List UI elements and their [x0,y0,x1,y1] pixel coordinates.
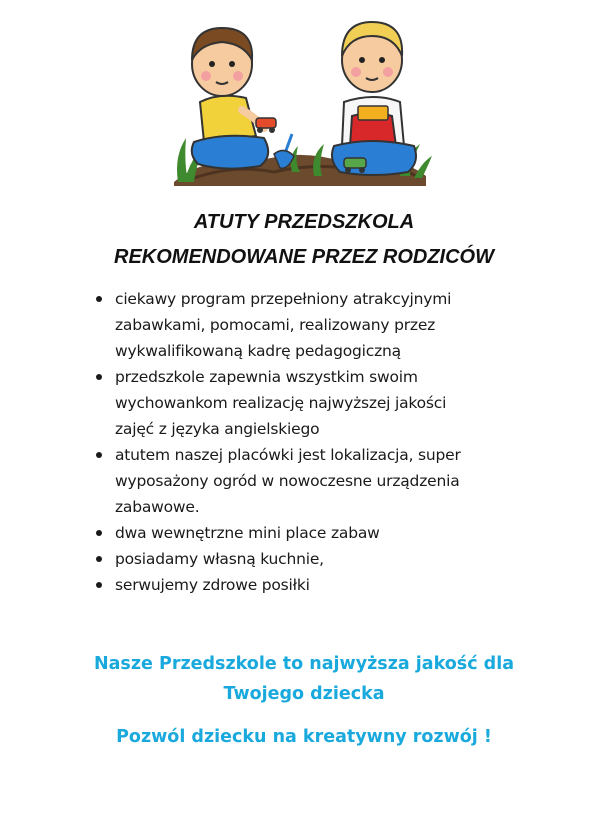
list-item-line: ciekawy program przepełniony atrakcyjnymi [115,290,452,308]
list-item-line: dwa wewnętrzne mini place zabaw [115,524,380,542]
list-item [96,442,566,520]
bullet-icon [96,296,102,302]
promo-line-1: Nasze Przedszkole to najwyższa jakość dla [93,654,515,674]
bullet-icon [96,582,102,588]
list-item [96,364,566,442]
heading-line-2: REKOMENDOWANE PRZEZ RODZICÓW [114,246,494,268]
list-item-line: posiadamy własną kuchnie, [115,550,324,568]
list-item-line: wykwalifikowaną kadrę pedagogiczną [115,342,401,360]
list-item-line: atutem naszej placówki jest lokalizacja, super [115,446,461,464]
promo-tagline: Pozwól dziecku na kreatywny rozwój ! [116,727,492,747]
bullet-icon [96,530,102,536]
list-item-line: wyposażony ogród w nowoczesne urządzenia [115,472,460,490]
list-item-line: przedszkole zapewnia wszystkim swoim [115,368,418,386]
bullet-icon [96,556,102,562]
list-item [96,546,566,572]
list-item-line: wychowankom realizację najwyższej jakości [115,394,447,412]
promo-line-2: Twojego dziecka [223,684,385,704]
list-item-line: serwujemy zdrowe posiłki [115,576,310,594]
list-item [96,286,566,364]
kids-playing-illustration [164,6,434,192]
bullet-icon [96,452,102,458]
bullet-icon [96,374,102,380]
list-item [96,520,566,546]
list-item-line: zabawowe. [115,498,200,516]
heading-line-1: ATUTY PRZEDSZKOLA [193,211,415,233]
list-item [96,572,566,598]
list-item-line: zajęć z języka angielskiego [115,420,320,438]
list-item-line: zabawkami, pomocami, realizowany przez [115,316,436,334]
benefits-list [96,286,566,598]
